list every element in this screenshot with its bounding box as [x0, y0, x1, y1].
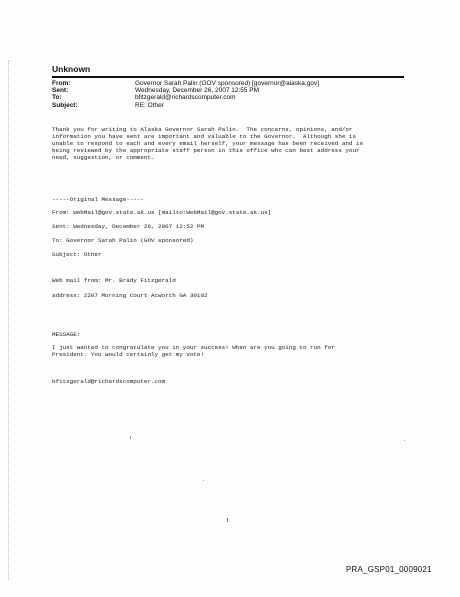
header-value-subject: RE: Other [135, 101, 164, 109]
reply-line-4: being reviewed by the appropriate staff person in this office who can best address your [52, 147, 360, 154]
reply-line-5: need, suggestion, or comment. [52, 154, 155, 161]
sender-address: address: 2207 Morning Court Acworth GA 30102 [52, 292, 208, 299]
reply-line-1: Thank you for writing to Alaska Governor Sarah Palin. The concerns, opinions, and/or [52, 126, 353, 133]
message-label: MESSAGE: [52, 331, 81, 338]
header-value-from: Governor Sarah Palin (GOV sponsored) [governor@alaska.gov] [135, 80, 319, 87]
header-row-sent [52, 87, 319, 94]
heading-rule [52, 76, 404, 78]
web-mail-from: Web mail from: Mr. Brady Fitzgerald [52, 277, 176, 284]
original-from: From: WebMail@gov.state.ak.us [mailto:WebMail@gov.state.ak.us] [52, 209, 272, 216]
bates-number: PRA_GSP01_0009021 [346, 565, 432, 574]
header-label-from: From: [52, 80, 71, 87]
scan-speck [203, 480, 204, 481]
signature-email: bfitzgerald@richardscomputer.com [52, 378, 166, 385]
binding-edge-marks [8, 60, 11, 580]
message-line-2: President. You would certainly get my vote! [52, 351, 205, 358]
original-to: To: Governor Sarah Palin (GOV sponsored) [52, 237, 194, 244]
header-row-from [52, 80, 319, 87]
header-label-sent: Sent: [52, 87, 69, 95]
header-label-subject: Subject: [52, 101, 78, 109]
email-header-block [52, 80, 319, 109]
original-subject: Subject: Other [52, 251, 102, 258]
scan-speck [130, 436, 131, 439]
header-label-to: To: [52, 94, 62, 102]
scan-speck [404, 440, 405, 441]
sender-heading: Unknown [52, 64, 91, 74]
original-sent: Sent: Wednesday, December 26, 2007 12:52 PM [52, 223, 205, 230]
message-line-1: I just wanted to congratulate you in your success! When are you going to run for [52, 344, 335, 351]
reply-line-3: unable to respond to each and every email herself, your message has been received and is [52, 140, 364, 147]
reply-line-2: information you have sent are important and valuable to the Governor. Although she is [52, 133, 357, 140]
header-row-to [52, 94, 319, 101]
header-value-sent: Wednesday, December 26, 2007 12:55 PM [135, 87, 260, 95]
header-row-subject [52, 102, 319, 109]
page-number: 1 [226, 518, 229, 524]
original-message-divider: -----Original Message----- [52, 196, 144, 203]
header-value-to: bfitzgerald@richardscomputer.com [135, 94, 236, 102]
